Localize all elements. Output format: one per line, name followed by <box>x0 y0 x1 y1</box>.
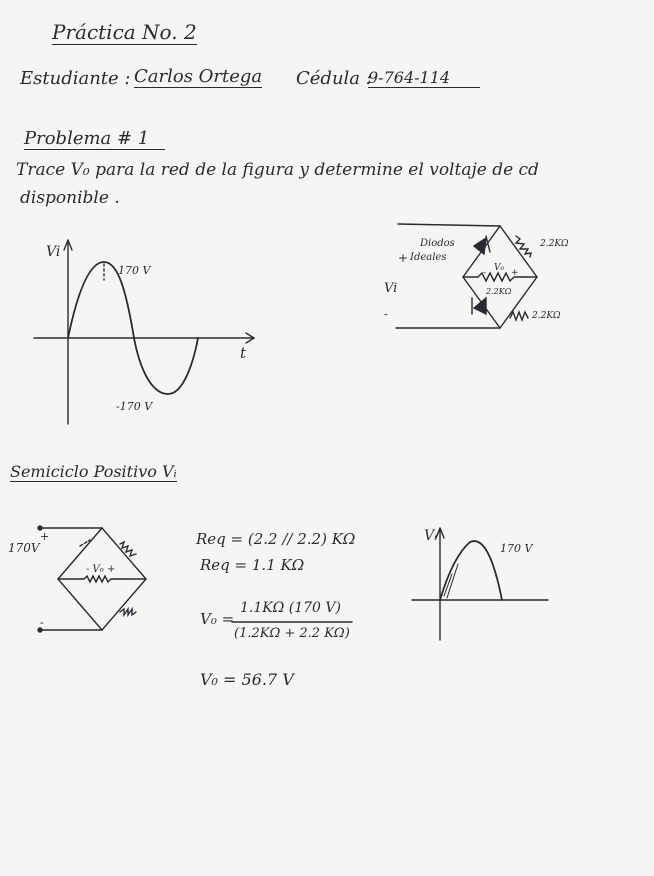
circuit2-vo-label: - V₀ + <box>86 564 116 575</box>
graph1-sine-wave <box>68 262 198 394</box>
problem-statement-line2: disponible . <box>20 188 120 208</box>
graph2-y-axis-label: Vᵢ <box>424 528 437 544</box>
graph2-peak-label: 170 V <box>500 542 533 555</box>
req-line-2: Req = 1.1 KΩ <box>200 556 305 574</box>
page-title: Práctica No. 2 <box>52 20 197 44</box>
circuit1-r-top-label: 2.2KΩ <box>540 239 569 249</box>
student-name: Carlos Ortega <box>134 66 263 87</box>
circuit1-vi: Vi <box>384 281 398 296</box>
circuit2-minus: - <box>40 616 44 629</box>
circuit1-diode-top <box>474 236 490 254</box>
problem-statement-line1: Trace V₀ para la red de la figura y determine el voltaje de cd <box>16 160 539 180</box>
circuit1-r-bottom-label: 2.2KΩ <box>532 311 561 321</box>
circuit1-diodes-label-1: Diodos <box>420 238 455 249</box>
graph1-y-axis-label: Vi <box>46 244 61 260</box>
circuit1-minus: - <box>384 307 389 321</box>
graph1-trough-label: -170 V <box>116 400 153 413</box>
circuit1-vo-plus: + <box>511 268 519 278</box>
circuit2-plus: + <box>40 530 50 543</box>
circuit1-resistor-bottom <box>510 312 528 320</box>
req-line-1: Req = (2.2 // 2.2) KΩ <box>196 530 356 548</box>
vo-numerator: 1.1KΩ (170 V) <box>240 600 341 616</box>
vo-result: V₀ = 56.7 V <box>200 670 294 689</box>
circuit1-resistor-top <box>516 236 531 257</box>
graph1-peak-label: 170 V <box>118 264 151 277</box>
circuit2-resistor-bottom <box>120 609 136 615</box>
student-label: Estudiante : <box>20 68 131 89</box>
id-value: 9-764-114 <box>368 68 480 88</box>
circuit2-resistor-load <box>84 576 120 582</box>
id-label: Cédula : <box>296 68 372 89</box>
circuit1-r-load-label: 2.2KΩ <box>486 287 512 296</box>
circuit2-resistor-top <box>120 542 136 556</box>
circuit1-vo-label: V₀ <box>494 263 505 273</box>
vo-denominator: (1.2KΩ + 2.2 KΩ) <box>234 626 350 641</box>
positive-half-heading: Semiciclo Positivo Vᵢ <box>10 462 177 481</box>
circuit1-vo-minus: - <box>483 268 487 278</box>
circuit1-diode-bottom <box>472 298 486 314</box>
circuit2-source-label: 170V <box>8 541 40 555</box>
circuit2-wires <box>40 528 146 630</box>
vo-prefix: V₀ = <box>200 610 235 628</box>
circuit1-diodes-label-2: Ideales <box>410 252 447 263</box>
problem-heading: Problema # 1 <box>24 128 165 150</box>
circuit1-plus: + <box>398 251 409 265</box>
graph1-t-axis-label: t <box>240 344 247 362</box>
